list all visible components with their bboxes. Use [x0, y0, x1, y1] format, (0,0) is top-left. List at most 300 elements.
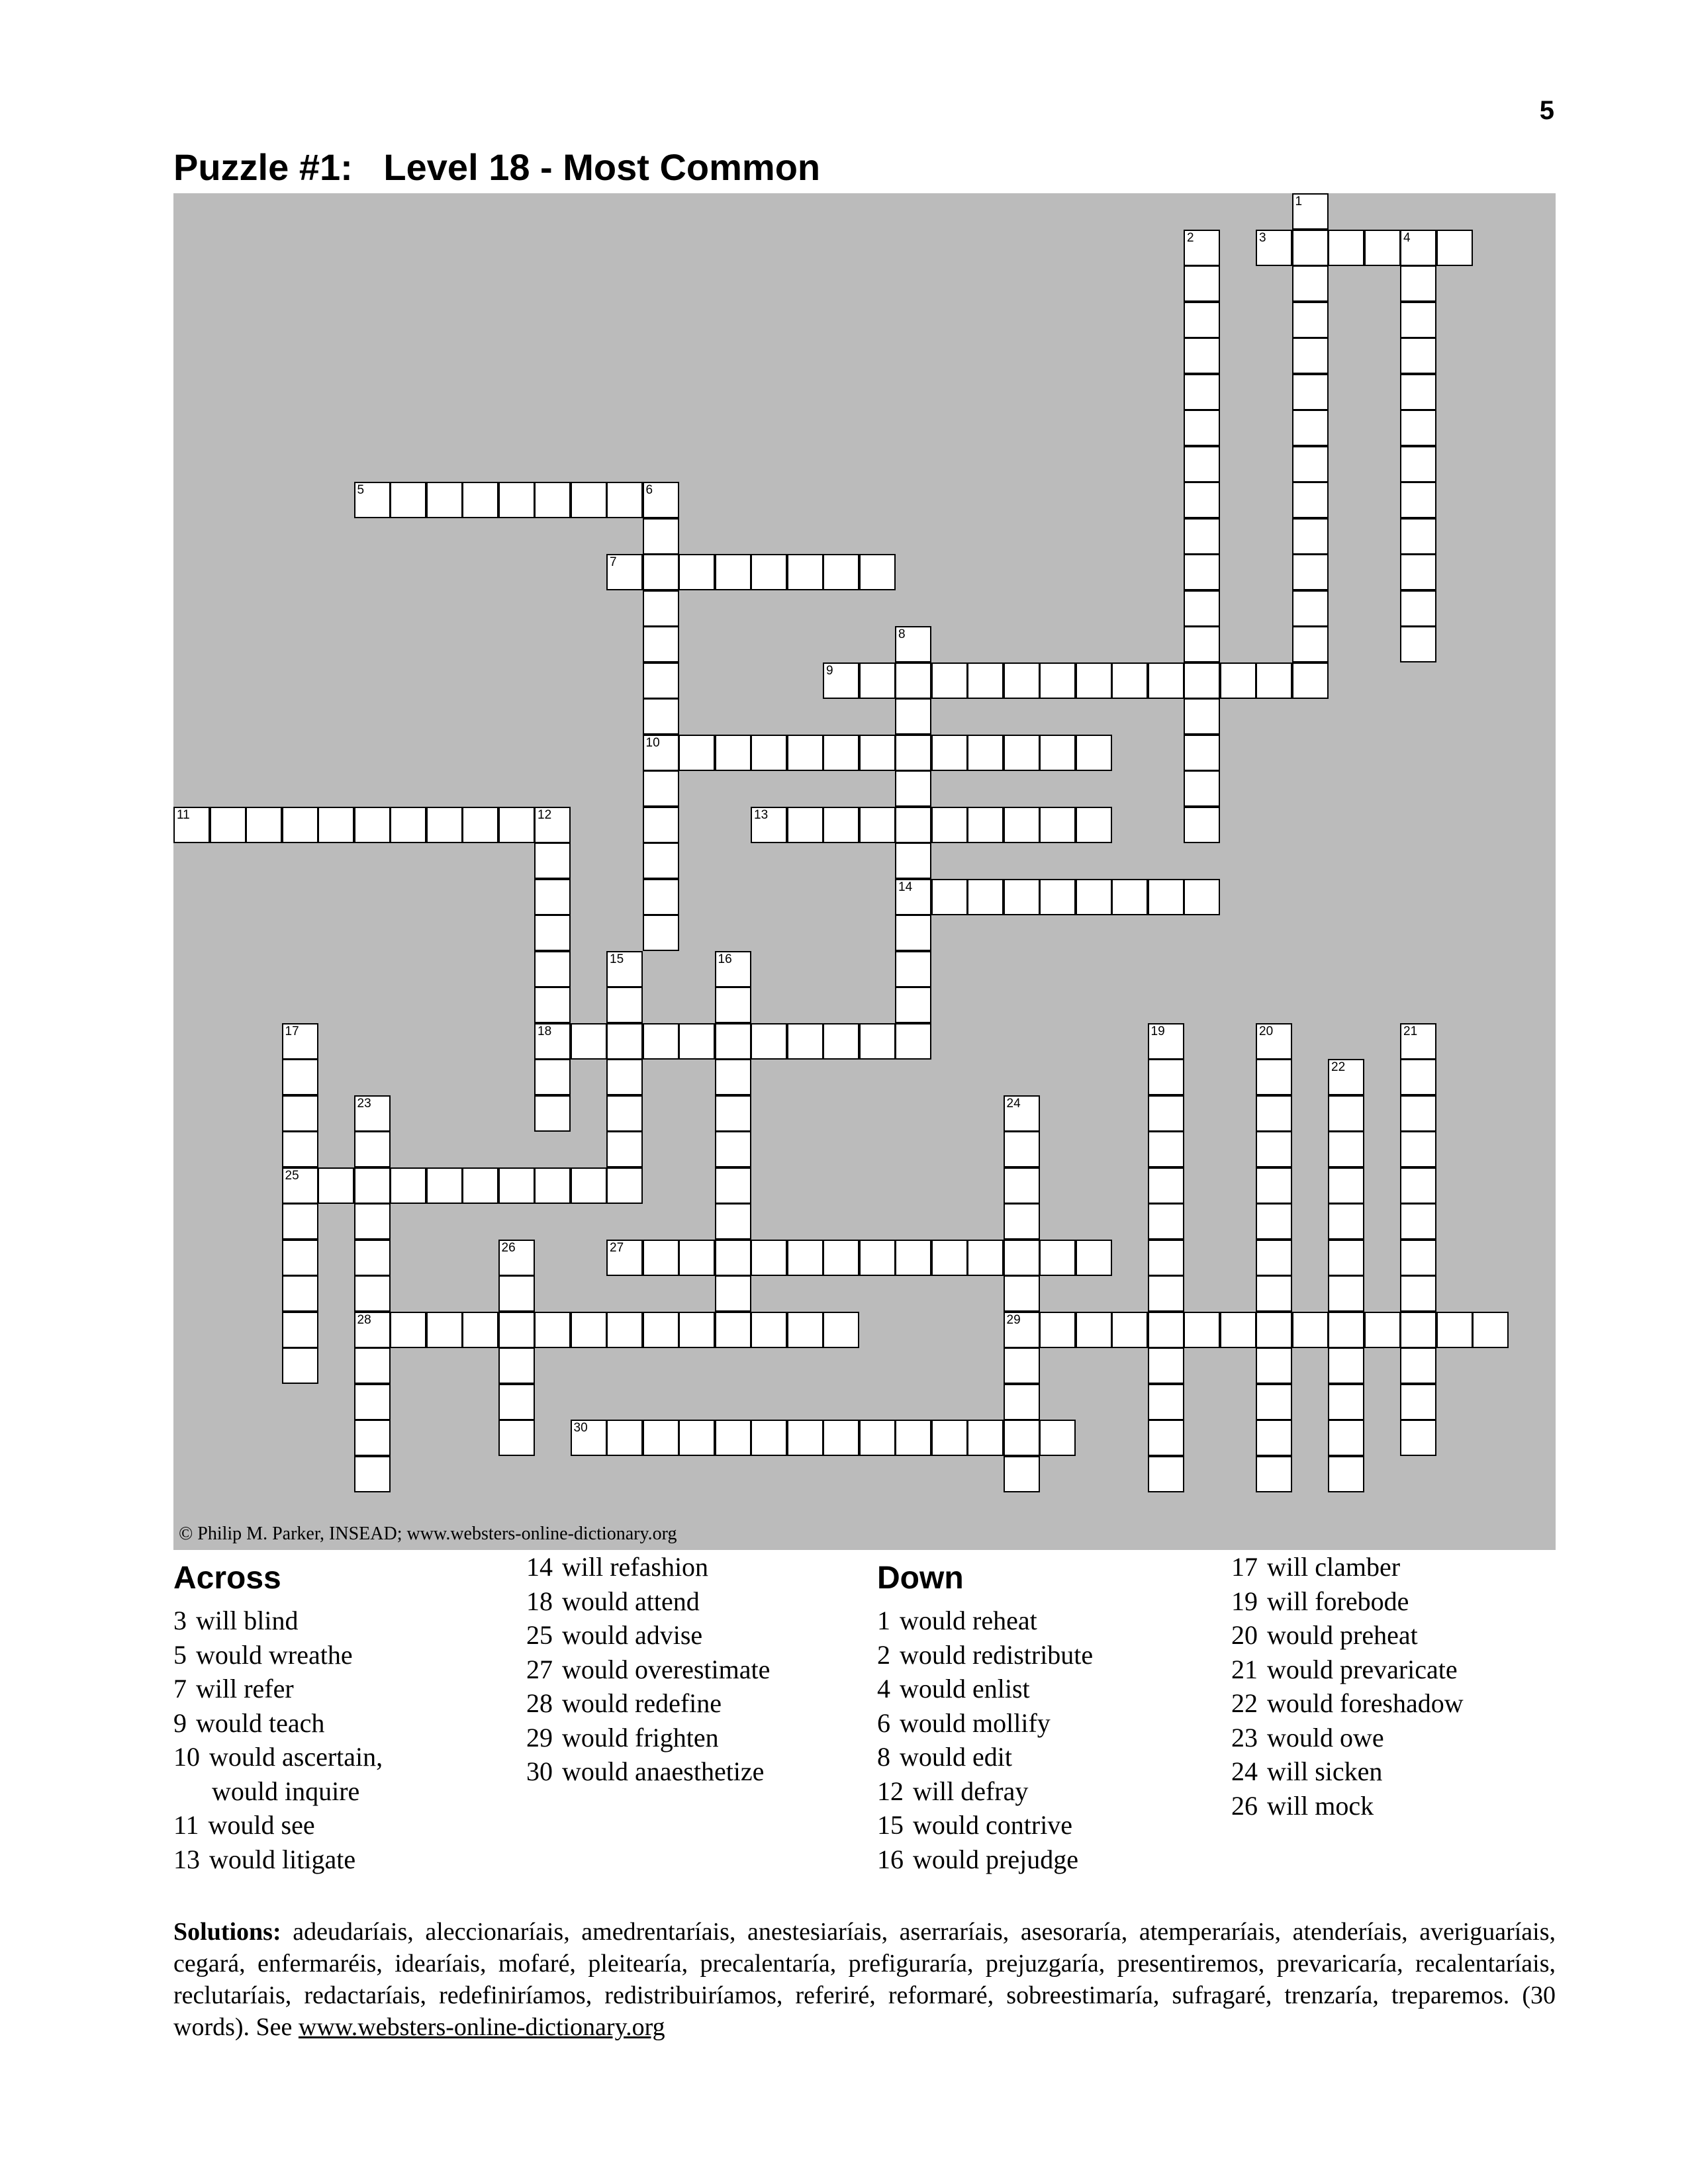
grid-cell[interactable] [751, 1312, 787, 1348]
grid-cell[interactable] [1328, 1059, 1364, 1095]
grid-cell[interactable] [1148, 1203, 1184, 1240]
grid-cell[interactable] [1039, 1312, 1076, 1348]
grid-cell[interactable] [967, 1240, 1004, 1276]
grid-cell[interactable] [715, 1275, 751, 1312]
grid-cell[interactable] [571, 1312, 607, 1348]
grid-cell[interactable] [354, 1095, 391, 1132]
grid-cell[interactable] [1400, 1167, 1436, 1204]
grid-cell[interactable] [1256, 1167, 1292, 1204]
grid-cell[interactable] [823, 1312, 859, 1348]
grid-cell[interactable] [354, 1420, 391, 1456]
grid-cell[interactable] [895, 1240, 931, 1276]
grid-cell[interactable] [1328, 1131, 1364, 1167]
grid-cell[interactable] [895, 951, 931, 987]
grid-cell[interactable] [1256, 1275, 1292, 1312]
grid-cell[interactable] [643, 590, 679, 627]
grid-cell[interactable] [1039, 1420, 1076, 1456]
grid-cell[interactable] [823, 1240, 859, 1276]
grid-cell[interactable] [1039, 879, 1076, 915]
grid-cell[interactable] [1328, 1456, 1364, 1492]
grid-cell[interactable] [1184, 518, 1220, 555]
grid-cell[interactable] [1292, 662, 1329, 699]
grid-cell[interactable] [1004, 735, 1040, 771]
grid-cell[interactable] [1004, 1347, 1040, 1384]
grid-cell[interactable] [895, 915, 931, 951]
grid-cell[interactable] [1184, 879, 1220, 915]
grid-cell[interactable] [1184, 807, 1220, 843]
grid-cell[interactable] [715, 1095, 751, 1132]
grid-cell[interactable] [1004, 1167, 1040, 1204]
grid-cell[interactable] [354, 1456, 391, 1492]
grid-cell[interactable] [1184, 662, 1220, 699]
grid-cell[interactable] [1111, 1312, 1148, 1348]
grid-cell[interactable] [751, 1240, 787, 1276]
grid-cell[interactable] [823, 807, 859, 843]
grid-cell[interactable] [643, 770, 679, 807]
grid-cell[interactable] [1328, 1420, 1364, 1456]
grid-cell[interactable] [1400, 1275, 1436, 1312]
grid-cell[interactable] [679, 1312, 715, 1348]
grid-cell[interactable] [534, 1312, 571, 1348]
grid-cell[interactable] [1184, 735, 1220, 771]
grid-cell[interactable] [643, 626, 679, 662]
grid-cell[interactable] [1292, 410, 1329, 446]
grid-cell[interactable] [751, 1420, 787, 1456]
grid-cell[interactable] [606, 1023, 643, 1060]
grid-cell[interactable] [1292, 590, 1329, 627]
grid-cell[interactable] [354, 1384, 391, 1420]
grid-cell[interactable] [1292, 374, 1329, 410]
grid-cell[interactable] [787, 1023, 823, 1060]
grid-cell[interactable] [1400, 1420, 1436, 1456]
grid-cell[interactable] [1004, 1203, 1040, 1240]
grid-cell[interactable] [534, 1023, 571, 1060]
grid-cell[interactable] [1076, 662, 1112, 699]
grid-cell[interactable] [210, 807, 246, 843]
grid-cell[interactable] [715, 554, 751, 590]
grid-cell[interactable] [679, 554, 715, 590]
grid-cell[interactable] [1004, 662, 1040, 699]
grid-cell[interactable] [354, 1240, 391, 1276]
grid-cell[interactable] [895, 626, 931, 662]
grid-cell[interactable] [715, 735, 751, 771]
grid-cell[interactable] [1004, 1275, 1040, 1312]
grid-cell[interactable] [715, 1023, 751, 1060]
grid-cell[interactable] [967, 735, 1004, 771]
grid-cell[interactable] [967, 1420, 1004, 1456]
grid-cell[interactable] [606, 1420, 643, 1456]
grid-cell[interactable] [1400, 626, 1436, 662]
grid-cell[interactable] [1328, 1203, 1364, 1240]
grid-cell[interactable] [498, 1420, 535, 1456]
grid-cell[interactable] [751, 554, 787, 590]
grid-cell[interactable] [1400, 1384, 1436, 1420]
grid-cell[interactable] [1328, 230, 1364, 266]
grid-cell[interactable] [606, 554, 643, 590]
grid-cell[interactable] [1364, 230, 1401, 266]
grid-cell[interactable] [282, 1347, 318, 1384]
grid-cell[interactable] [1039, 1240, 1076, 1276]
grid-cell[interactable] [823, 1023, 859, 1060]
grid-cell[interactable] [1076, 735, 1112, 771]
grid-cell[interactable] [534, 951, 571, 987]
grid-cell[interactable] [282, 807, 318, 843]
grid-cell[interactable] [1148, 662, 1184, 699]
grid-cell[interactable] [1076, 1312, 1112, 1348]
grid-cell[interactable] [895, 698, 931, 735]
grid-cell[interactable] [1256, 1347, 1292, 1384]
grid-cell[interactable] [571, 482, 607, 518]
grid-cell[interactable] [1292, 518, 1329, 555]
grid-cell[interactable] [1039, 735, 1076, 771]
grid-cell[interactable] [1328, 1347, 1364, 1384]
grid-cell[interactable] [715, 951, 751, 987]
grid-cell[interactable] [715, 987, 751, 1023]
grid-cell[interactable] [643, 1023, 679, 1060]
grid-cell[interactable] [787, 1420, 823, 1456]
grid-cell[interactable] [643, 662, 679, 699]
grid-cell[interactable] [1184, 265, 1220, 302]
grid-cell[interactable] [534, 1059, 571, 1095]
grid-cell[interactable] [859, 807, 896, 843]
grid-cell[interactable] [606, 1167, 643, 1204]
grid-cell[interactable] [1148, 1456, 1184, 1492]
grid-cell[interactable] [1184, 554, 1220, 590]
grid-cell[interactable] [1256, 1203, 1292, 1240]
grid-cell[interactable] [1256, 1095, 1292, 1132]
grid-cell[interactable] [1400, 230, 1436, 266]
grid-cell[interactable] [967, 807, 1004, 843]
grid-cell[interactable] [1148, 1384, 1184, 1420]
grid-cell[interactable] [643, 842, 679, 879]
grid-cell[interactable] [498, 1167, 535, 1204]
grid-cell[interactable] [931, 807, 968, 843]
grid-cell[interactable] [643, 915, 679, 951]
grid-cell[interactable] [643, 554, 679, 590]
grid-cell[interactable] [643, 879, 679, 915]
grid-cell[interactable] [606, 1095, 643, 1132]
grid-cell[interactable] [643, 1240, 679, 1276]
grid-cell[interactable] [1436, 230, 1473, 266]
grid-cell[interactable] [354, 1167, 391, 1204]
grid-cell[interactable] [787, 735, 823, 771]
grid-cell[interactable] [1184, 590, 1220, 627]
grid-cell[interactable] [859, 1240, 896, 1276]
grid-cell[interactable] [318, 807, 354, 843]
grid-cell[interactable] [354, 1312, 391, 1348]
grid-cell[interactable] [571, 1420, 607, 1456]
grid-cell[interactable] [1004, 1312, 1040, 1348]
grid-cell[interactable] [643, 518, 679, 555]
grid-cell[interactable] [462, 807, 498, 843]
grid-cell[interactable] [390, 1167, 426, 1204]
grid-cell[interactable] [354, 1347, 391, 1384]
grid-cell[interactable] [1400, 518, 1436, 555]
grid-cell[interactable] [246, 807, 282, 843]
grid-cell[interactable] [1364, 1312, 1401, 1348]
grid-cell[interactable] [1220, 662, 1256, 699]
grid-cell[interactable] [1256, 662, 1292, 699]
grid-cell[interactable] [1328, 1167, 1364, 1204]
grid-cell[interactable] [426, 1312, 463, 1348]
grid-cell[interactable] [1400, 374, 1436, 410]
grid-cell[interactable] [1328, 1240, 1364, 1276]
grid-cell[interactable] [282, 1095, 318, 1132]
grid-cell[interactable] [1400, 1347, 1436, 1384]
grid-cell[interactable] [426, 1167, 463, 1204]
grid-cell[interactable] [895, 987, 931, 1023]
grid-cell[interactable] [354, 807, 391, 843]
grid-cell[interactable] [1256, 1131, 1292, 1167]
grid-cell[interactable] [859, 735, 896, 771]
grid-cell[interactable] [859, 554, 896, 590]
grid-cell[interactable] [679, 1023, 715, 1060]
solutions-link[interactable]: www.websters-online-dictionary.org [298, 2013, 665, 2041]
grid-cell[interactable] [715, 1240, 751, 1276]
grid-cell[interactable] [1400, 1131, 1436, 1167]
grid-cell[interactable] [823, 735, 859, 771]
grid-cell[interactable] [967, 662, 1004, 699]
grid-cell[interactable] [498, 1275, 535, 1312]
grid-cell[interactable] [751, 807, 787, 843]
grid-cell[interactable] [534, 1095, 571, 1132]
grid-cell[interactable] [895, 735, 931, 771]
grid-cell[interactable] [1400, 590, 1436, 627]
grid-cell[interactable] [534, 842, 571, 879]
grid-cell[interactable] [1004, 1240, 1040, 1276]
grid-cell[interactable] [1148, 1347, 1184, 1384]
grid-cell[interactable] [462, 1312, 498, 1348]
grid-cell[interactable] [1292, 302, 1329, 338]
grid-cell[interactable] [643, 735, 679, 771]
grid-cell[interactable] [715, 1167, 751, 1204]
grid-cell[interactable] [534, 1167, 571, 1204]
grid-cell[interactable] [1328, 1384, 1364, 1420]
grid-cell[interactable] [1400, 1095, 1436, 1132]
grid-cell[interactable] [1184, 482, 1220, 518]
grid-cell[interactable] [895, 879, 931, 915]
grid-cell[interactable] [931, 1240, 968, 1276]
grid-cell[interactable] [643, 807, 679, 843]
grid-cell[interactable] [715, 1312, 751, 1348]
grid-cell[interactable] [1148, 1420, 1184, 1456]
grid-cell[interactable] [787, 1312, 823, 1348]
grid-cell[interactable] [931, 1420, 968, 1456]
grid-cell[interactable] [1400, 265, 1436, 302]
grid-cell[interactable] [606, 1059, 643, 1095]
grid-cell[interactable] [823, 554, 859, 590]
grid-cell[interactable] [1004, 807, 1040, 843]
grid-cell[interactable] [823, 662, 859, 699]
grid-cell[interactable] [1148, 879, 1184, 915]
grid-cell[interactable] [643, 482, 679, 518]
grid-cell[interactable] [859, 1420, 896, 1456]
grid-cell[interactable] [1256, 1059, 1292, 1095]
grid-cell[interactable] [498, 1240, 535, 1276]
grid-cell[interactable] [715, 1059, 751, 1095]
grid-cell[interactable] [895, 842, 931, 879]
grid-cell[interactable] [318, 1167, 354, 1204]
grid-cell[interactable] [1256, 1420, 1292, 1456]
grid-cell[interactable] [1148, 1023, 1184, 1060]
grid-cell[interactable] [282, 1059, 318, 1095]
grid-cell[interactable] [715, 1131, 751, 1167]
grid-cell[interactable] [534, 482, 571, 518]
grid-cell[interactable] [1400, 1312, 1436, 1348]
grid-cell[interactable] [715, 1203, 751, 1240]
grid-cell[interactable] [282, 1312, 318, 1348]
grid-cell[interactable] [1184, 626, 1220, 662]
grid-cell[interactable] [823, 1420, 859, 1456]
grid-cell[interactable] [1004, 1131, 1040, 1167]
grid-cell[interactable] [895, 1023, 931, 1060]
grid-cell[interactable] [931, 735, 968, 771]
grid-cell[interactable] [606, 482, 643, 518]
grid-cell[interactable] [282, 1203, 318, 1240]
grid-cell[interactable] [1328, 1095, 1364, 1132]
grid-cell[interactable] [1292, 554, 1329, 590]
grid-cell[interactable] [1400, 302, 1436, 338]
grid-cell[interactable] [1184, 410, 1220, 446]
grid-cell[interactable] [1184, 698, 1220, 735]
grid-cell[interactable] [679, 1420, 715, 1456]
grid-cell[interactable] [1400, 1240, 1436, 1276]
grid-cell[interactable] [534, 807, 571, 843]
grid-cell[interactable] [787, 807, 823, 843]
grid-cell[interactable] [1111, 662, 1148, 699]
grid-cell[interactable] [354, 1131, 391, 1167]
grid-cell[interactable] [282, 1131, 318, 1167]
grid-cell[interactable] [571, 1167, 607, 1204]
grid-cell[interactable] [1039, 662, 1076, 699]
grid-cell[interactable] [390, 807, 426, 843]
grid-cell[interactable] [715, 1420, 751, 1456]
grid-cell[interactable] [859, 1023, 896, 1060]
grid-cell[interactable] [1292, 446, 1329, 482]
grid-cell[interactable] [1292, 482, 1329, 518]
grid-cell[interactable] [1148, 1059, 1184, 1095]
grid-cell[interactable] [462, 1167, 498, 1204]
grid-cell[interactable] [1292, 626, 1329, 662]
grid-cell[interactable] [967, 879, 1004, 915]
grid-cell[interactable] [1184, 770, 1220, 807]
grid-cell[interactable] [1400, 554, 1436, 590]
grid-cell[interactable] [1328, 1312, 1364, 1348]
grid-cell[interactable] [1328, 1275, 1364, 1312]
grid-cell[interactable] [498, 482, 535, 518]
grid-cell[interactable] [426, 482, 463, 518]
grid-cell[interactable] [606, 1131, 643, 1167]
grid-cell[interactable] [1472, 1312, 1509, 1348]
grid-cell[interactable] [354, 1275, 391, 1312]
grid-cell[interactable] [1256, 1023, 1292, 1060]
grid-cell[interactable] [1292, 230, 1329, 266]
grid-cell[interactable] [390, 1312, 426, 1348]
grid-cell[interactable] [354, 1203, 391, 1240]
grid-cell[interactable] [931, 662, 968, 699]
grid-cell[interactable] [1039, 807, 1076, 843]
grid-cell[interactable] [643, 1420, 679, 1456]
grid-cell[interactable] [679, 1240, 715, 1276]
grid-cell[interactable] [895, 1420, 931, 1456]
grid-cell[interactable] [462, 482, 498, 518]
grid-cell[interactable] [1292, 1312, 1329, 1348]
grid-cell[interactable] [1256, 1240, 1292, 1276]
grid-cell[interactable] [1400, 410, 1436, 446]
grid-cell[interactable] [643, 698, 679, 735]
grid-cell[interactable] [1076, 1240, 1112, 1276]
grid-cell[interactable] [606, 987, 643, 1023]
grid-cell[interactable] [895, 807, 931, 843]
grid-cell[interactable] [1292, 338, 1329, 374]
grid-cell[interactable] [606, 1240, 643, 1276]
grid-cell[interactable] [354, 482, 391, 518]
grid-cell[interactable] [1400, 338, 1436, 374]
grid-cell[interactable] [282, 1167, 318, 1204]
grid-cell[interactable] [1004, 1456, 1040, 1492]
grid-cell[interactable] [1184, 338, 1220, 374]
grid-cell[interactable] [1400, 1059, 1436, 1095]
grid-cell[interactable] [1184, 446, 1220, 482]
grid-cell[interactable] [1292, 265, 1329, 302]
grid-cell[interactable] [282, 1023, 318, 1060]
grid-cell[interactable] [1256, 1384, 1292, 1420]
grid-cell[interactable] [606, 951, 643, 987]
grid-cell[interactable] [1184, 374, 1220, 410]
grid-cell[interactable] [498, 1312, 535, 1348]
grid-cell[interactable] [606, 1312, 643, 1348]
grid-cell[interactable] [679, 735, 715, 771]
grid-cell[interactable] [1184, 302, 1220, 338]
grid-cell[interactable] [426, 807, 463, 843]
grid-cell[interactable] [1256, 1456, 1292, 1492]
grid-cell[interactable] [787, 554, 823, 590]
grid-cell[interactable] [1184, 230, 1220, 266]
grid-cell[interactable] [498, 1384, 535, 1420]
grid-cell[interactable] [1148, 1131, 1184, 1167]
grid-cell[interactable] [1004, 1384, 1040, 1420]
grid-cell[interactable] [1400, 446, 1436, 482]
grid-cell[interactable] [1004, 879, 1040, 915]
grid-cell[interactable] [787, 1240, 823, 1276]
grid-cell[interactable] [1256, 1312, 1292, 1348]
grid-cell[interactable] [390, 482, 426, 518]
grid-cell[interactable] [1148, 1095, 1184, 1132]
grid-cell[interactable] [895, 770, 931, 807]
grid-cell[interactable] [1076, 879, 1112, 915]
grid-cell[interactable] [1111, 879, 1148, 915]
grid-cell[interactable] [571, 1023, 607, 1060]
grid-cell[interactable] [751, 1023, 787, 1060]
grid-cell[interactable] [1256, 230, 1292, 266]
grid-cell[interactable] [1004, 1095, 1040, 1132]
grid-cell[interactable] [1292, 193, 1329, 230]
grid-cell[interactable] [1148, 1240, 1184, 1276]
grid-cell[interactable] [751, 735, 787, 771]
grid-cell[interactable] [498, 807, 535, 843]
grid-cell[interactable] [1400, 482, 1436, 518]
grid-cell[interactable] [534, 987, 571, 1023]
grid-cell[interactable] [1184, 1312, 1220, 1348]
grid-cell[interactable] [282, 1275, 318, 1312]
grid-cell[interactable] [1400, 1203, 1436, 1240]
grid-cell[interactable] [1148, 1275, 1184, 1312]
grid-cell[interactable] [895, 662, 931, 699]
grid-cell[interactable] [1004, 1420, 1040, 1456]
grid-cell[interactable] [931, 879, 968, 915]
grid-cell[interactable] [282, 1240, 318, 1276]
grid-cell[interactable] [643, 1312, 679, 1348]
